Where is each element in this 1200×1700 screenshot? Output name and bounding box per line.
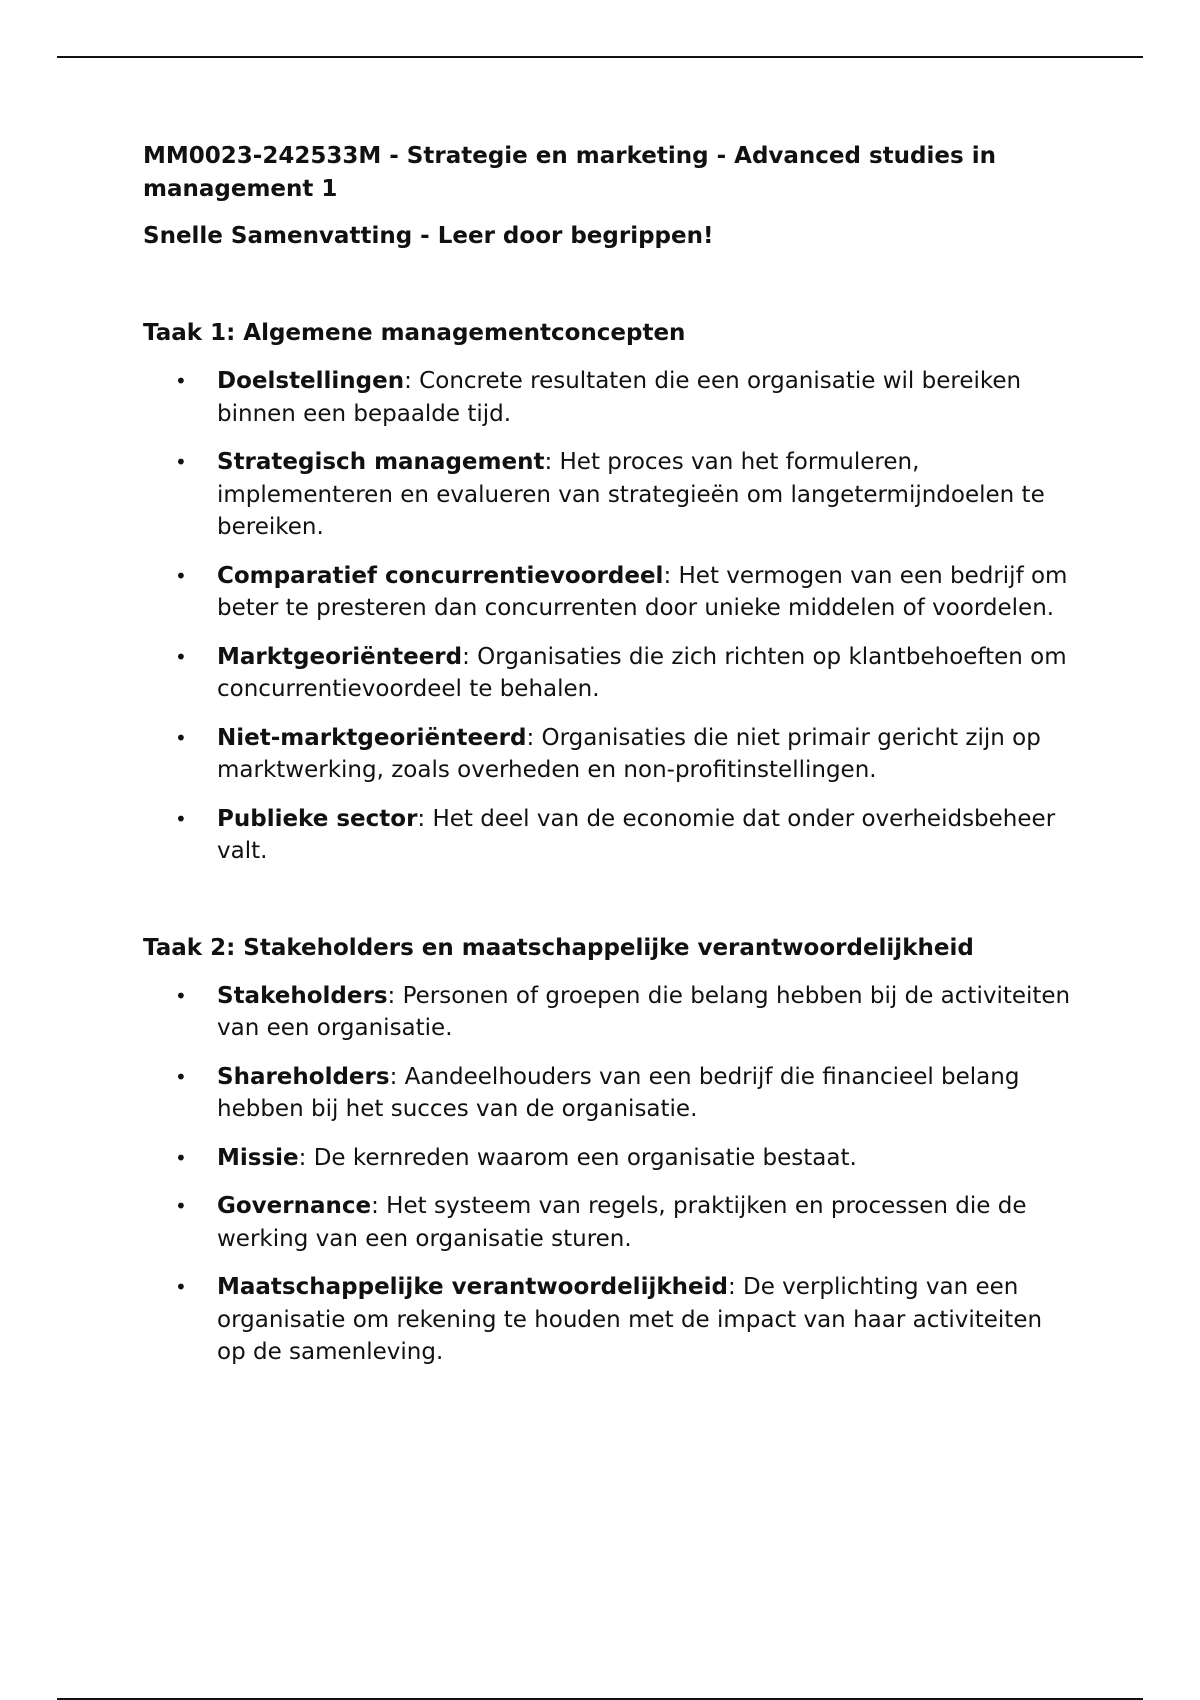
- list-item: [143, 803, 1073, 868]
- bullet-icon: •: [175, 1145, 187, 1170]
- term-definition: : Aandeelhouders van een bedrijf die financieel belang hebben bij het succes van de organisatie.: [217, 1063, 1020, 1122]
- term-label: Publieke sector: [217, 805, 418, 832]
- list-item: [143, 1142, 1073, 1175]
- term-definition: : De kernreden waarom een organisatie bestaat.: [298, 1144, 857, 1171]
- section-taak-2: [143, 932, 1073, 1369]
- document-body: [143, 140, 1073, 1385]
- term-label: Comparatief concurrentievoordeel: [217, 562, 664, 589]
- term-label: Marktgeoriënteerd: [217, 643, 463, 670]
- list-item: [143, 722, 1073, 787]
- term-label: Doelstellingen: [217, 368, 405, 394]
- bullet-icon: •: [175, 725, 187, 750]
- section-title: Taak 1: Algemene managementconcepten: [143, 320, 686, 346]
- term-definition: : Het systeem van regels, praktijken en processen die de werking van een organisatie sturen.: [217, 1193, 1027, 1252]
- term-definition: : Het vermogen van een bedrijf om beter te presteren dan concurrenten door unieke middelen of voordelen.: [217, 562, 1068, 621]
- bullet-icon: •: [175, 563, 187, 588]
- list-item: [143, 1190, 1073, 1255]
- term-definition: : Organisaties die zich richten op klantbehoeften om concurrentievoordeel te behalen.: [217, 643, 1067, 702]
- top-divider: [57, 56, 1143, 58]
- bullet-icon: •: [175, 369, 187, 393]
- term-label: Shareholders: [217, 1063, 390, 1090]
- term-label: Stakeholders: [217, 982, 388, 1009]
- term-definition: : Personen of groepen die belang hebben bij de activiteiten van een organisatie.: [217, 982, 1071, 1041]
- term-definition: : Concrete resultaten die een organisatie wil bereiken binnen een bepaalde tijd.: [217, 368, 1022, 427]
- bullet-icon: •: [175, 1194, 187, 1218]
- section-title: Taak 2: Stakeholders en maatschappelijke verantwoordelijkheid: [143, 934, 974, 961]
- list-item: [143, 641, 1073, 706]
- document-title: MM0023-242533M - Strategie en marketing - Advanced studies in management 1: [143, 143, 996, 202]
- document-subtitle: Snelle Samenvatting - Leer door begrippen!: [143, 223, 714, 249]
- bullet-icon: •: [175, 644, 187, 669]
- section-taak-1: [143, 317, 1073, 868]
- term-label: Governance: [217, 1193, 372, 1219]
- bullet-icon: •: [175, 450, 187, 474]
- list-item: [143, 365, 1073, 430]
- term-label: Missie: [217, 1144, 299, 1171]
- bullet-icon: •: [175, 1275, 187, 1299]
- term-list: [143, 980, 1073, 1369]
- list-item: [143, 980, 1073, 1045]
- term-definition: : Het deel van de economie dat onder overheidsbeheer valt.: [217, 805, 1056, 864]
- term-label: Niet-marktgeoriënteerd: [217, 724, 527, 751]
- list-item: [143, 446, 1073, 544]
- term-definition: : De verplichting van een organisatie om rekening te houden met de impact van haar activiteiten op de samenleving.: [217, 1274, 1043, 1365]
- bullet-icon: •: [175, 983, 187, 1008]
- term-label: Strategisch management: [217, 449, 545, 475]
- list-item: [143, 1061, 1073, 1126]
- list-item: [143, 560, 1073, 625]
- term-label: Maatschappelijke verantwoordelijkheid: [217, 1274, 728, 1300]
- term-list: [143, 365, 1073, 868]
- list-item: [143, 1271, 1073, 1369]
- bullet-icon: •: [175, 806, 187, 831]
- term-definition: : Organisaties die niet primair gericht zijn op marktwerking, zoals overheden en non-profitinstellingen.: [217, 724, 1041, 783]
- bullet-icon: •: [175, 1064, 187, 1089]
- term-definition: : Het proces van het formuleren, implementeren en evalueren van strategieën om langetermijndoelen te bereiken.: [217, 449, 1045, 540]
